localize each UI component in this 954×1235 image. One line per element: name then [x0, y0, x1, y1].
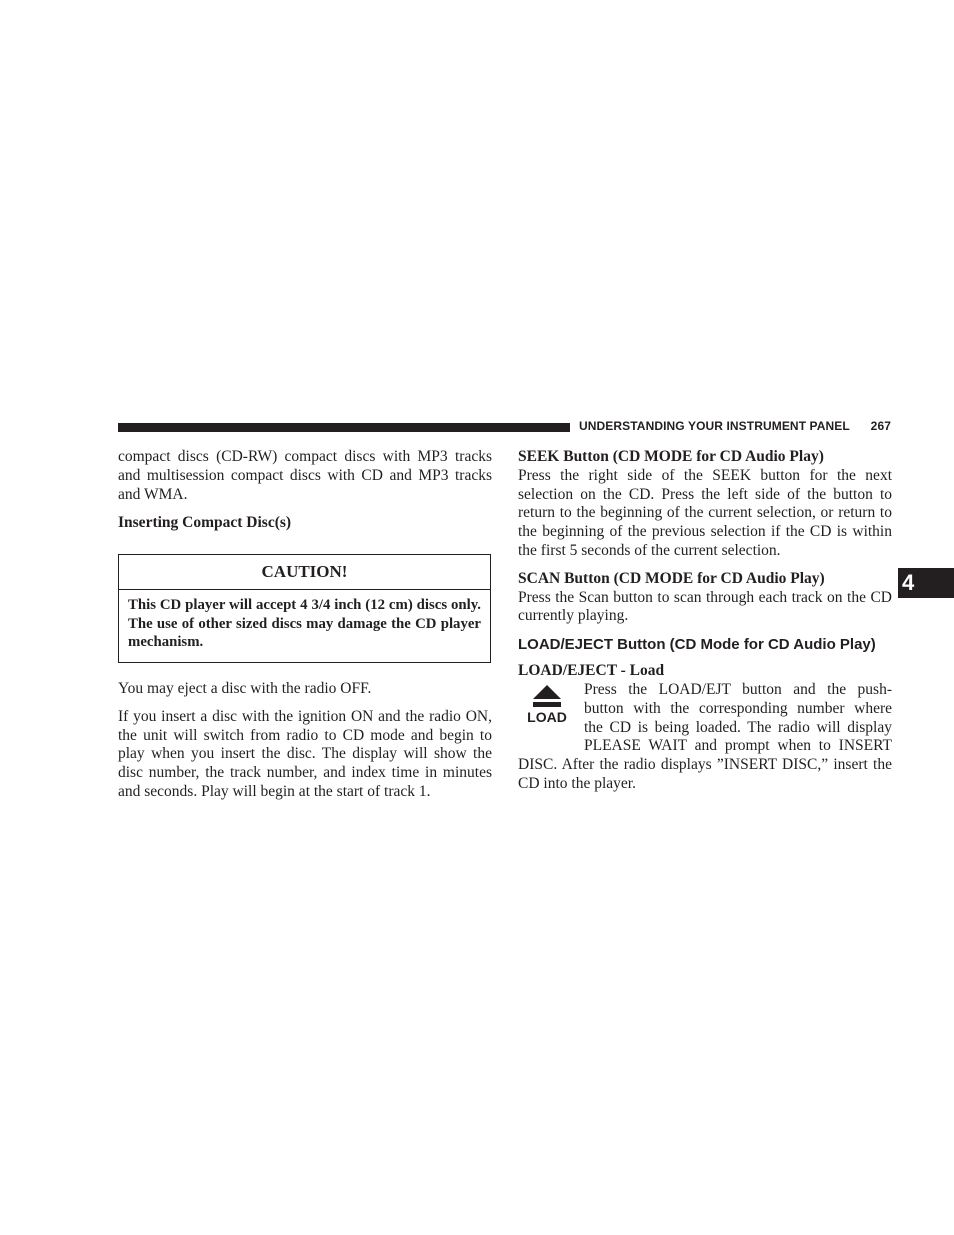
heading-seek-button: SEEK Button (CD MODE for CD Audio Play)	[518, 448, 824, 465]
running-head	[579, 419, 891, 433]
page-number: 267	[870, 419, 891, 433]
scan-paragraph: Press the Scan button to scan through each track on the CD currently playing.	[518, 588, 892, 625]
eject-triangle-icon	[533, 685, 561, 707]
eject-paragraph: You may eject a disc with the radio OFF.	[118, 679, 372, 697]
load-line-2: button with the corresponding number where	[584, 699, 892, 717]
load-paragraph-wrapped	[584, 681, 892, 756]
load-section	[518, 681, 892, 794]
heading-scan-button: SCAN Button (CD MODE for CD Audio Play)	[518, 569, 825, 587]
caution-text: This CD player will accept 4 3/4 inch (12 cm) discs only. The use of other sized discs may damage the CD player mechanism.	[128, 597, 481, 651]
intro-paragraph: compact discs (CD-RW) compact discs with MP3 tracks and multisession compact discs with CD and MP3 tracks and WMA.	[118, 448, 492, 503]
eject-icon	[524, 685, 570, 735]
load-icon-label: LOAD	[527, 708, 567, 725]
load-line-3: the CD is being loaded. The radio will display	[584, 718, 892, 736]
left-column	[118, 448, 492, 802]
chapter-tab: 4	[898, 568, 954, 598]
load-line-1: Press the LOAD/EJT button and the push-	[584, 680, 892, 698]
insert-paragraph: If you insert a disc with the ignition ON and the radio ON, the unit will switch from radio to CD mode and begin to play when you insert the disc. The display will show the disc number, the track number, and index time in minutes and seconds. Play will begin at the start of track 1.	[118, 707, 492, 800]
caution-box	[118, 554, 491, 663]
seek-paragraph: Press the right side of the SEEK button for the next selection on the CD. Press the left side of the button to return to the beginning of the current selection, or return to the beginning of the previous selection if the CD is within the first 5 seconds of the current selection.	[518, 466, 892, 559]
heading-inserting-discs: Inserting Compact Disc(s)	[118, 514, 292, 532]
load-line-4: PLEASE WAIT and prompt when to INSERT	[584, 737, 892, 755]
heading-load-eject-button: LOAD/EJECT Button (CD Mode for CD Audio Play)	[518, 636, 876, 654]
caution-title: CAUTION!	[119, 555, 490, 590]
section-title: UNDERSTANDING YOUR INSTRUMENT PANEL	[579, 419, 850, 433]
load-paragraph-tail: DISC. After the radio displays ”INSERT DISC,” insert the CD into the player.	[518, 756, 892, 792]
header-rule	[118, 423, 570, 432]
right-column	[518, 448, 892, 794]
heading-load: LOAD/EJECT - Load	[518, 662, 665, 680]
